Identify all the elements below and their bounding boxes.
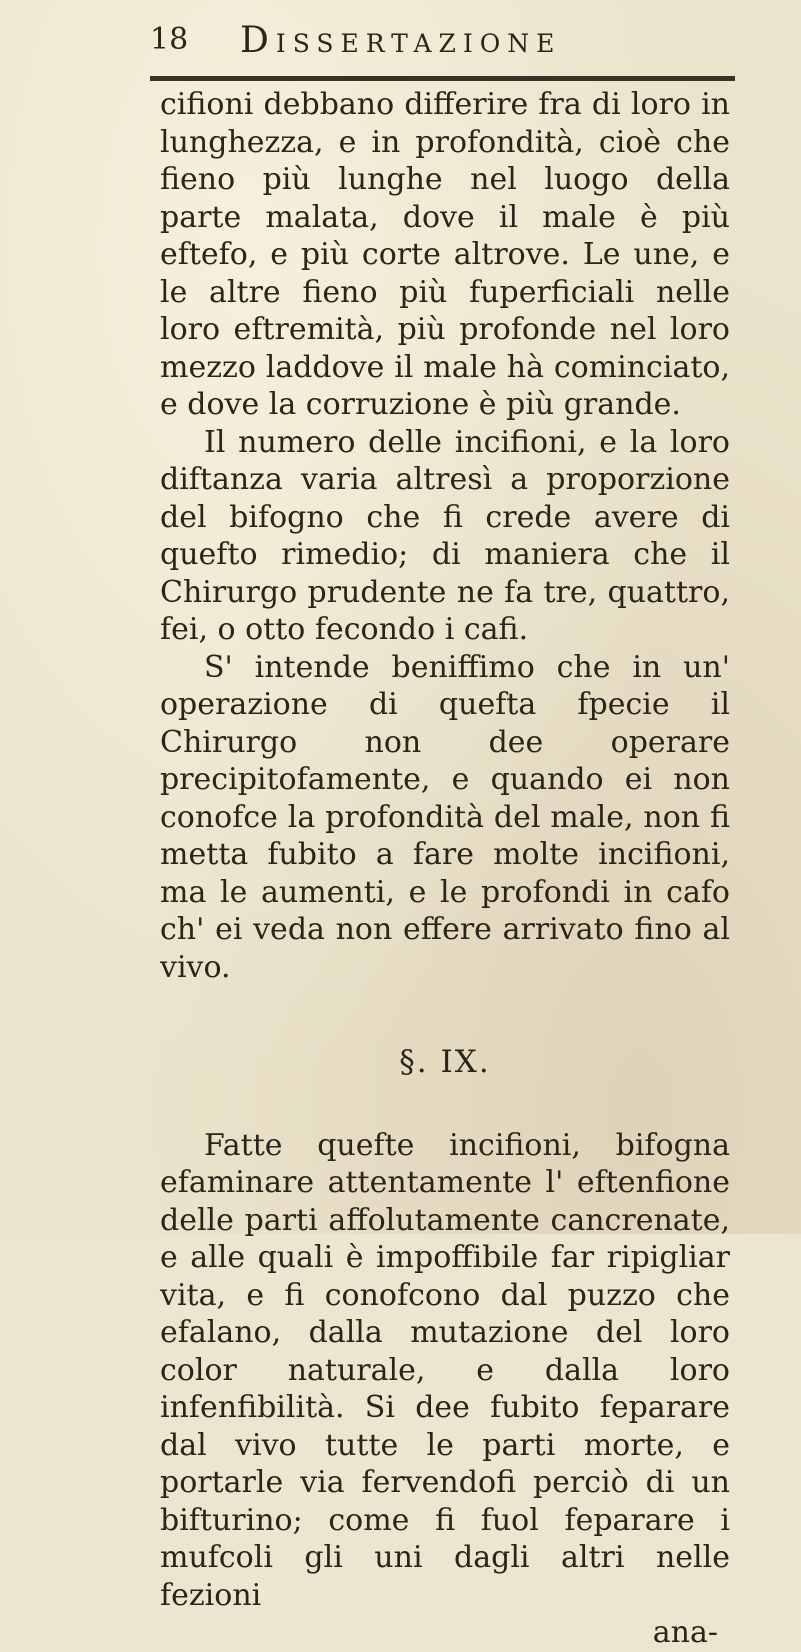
running-header [150, 20, 710, 68]
body-text [160, 86, 730, 1652]
paragraph: Fatte quefte incifioni, bifogna efaminare attentamente l' eftenfione delle parti affolutamente cancrenate, e alle quali è impoffibile far ripigliar vita, e fi conofcono dal puzzo che efalano, dalla mutazione del loro color naturale, e dalla loro infenfibilità. Si dee fubito feparare dal vivo tutte le parti morte, e portarle via fervendofi perciò di un bifturino; come fi fuol feparare i mufcoli gli uni dagli altri nelle fezioni [160, 1127, 730, 1613]
catchword: ana- [652, 1615, 718, 1650]
running-title: Dissertazione [240, 20, 562, 61]
header-rule [150, 76, 735, 81]
paragraph: Il numero delle incifioni, e la loro diftanza varia altresì a proporzione del bifogno che fi crede avere di quefto rimedio; di maniera che il Chirurgo prudente ne fa tre, quattro, fei, o otto fecondo i cafi. [160, 424, 730, 647]
paragraph: S' intende beniffimo che in un' operazione di quefta fpecie il Chirurgo non dee operare precipitofamente, e quando ei non conofce la profondità del male, non fi metta fubito a fare molte incifioni, ma le aumenti, e le profondi in cafo ch' ei veda non effere arrivato fino al vivo. [160, 649, 730, 985]
section-heading: §. IX. [399, 1044, 491, 1080]
page-number: 18 [150, 22, 189, 57]
paragraph-continued: cifioni debbano differire fra di loro in lunghezza, e in profondità, cioè che fieno più lunghe nel luogo della parte malata, dove il male è più eftefo, e più corte altrove. Le une, e le altre fieno più fuperficiali nelle loro eftremità, più profonde nel loro mezzo laddove il male hà cominciato, e dove la corruzione è più grande. [160, 87, 730, 422]
